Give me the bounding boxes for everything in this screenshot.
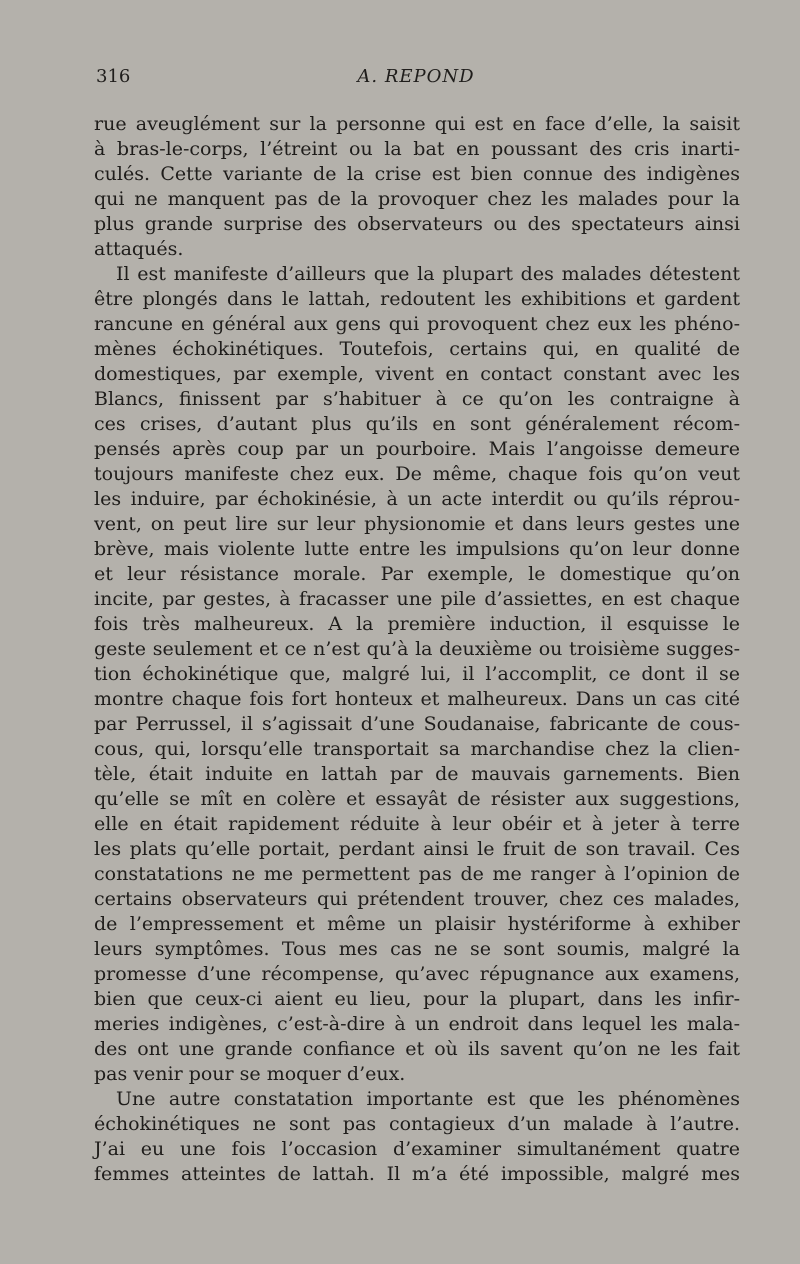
text-line: qui ne manquent pas de la provoquer chez les malades pour la bbox=[94, 188, 740, 210]
text-line: pas venir pour se moquer d’eux. bbox=[94, 1063, 406, 1085]
text-line: tion échokinétique que, malgré lui, il l’accomplit, ce dont il se bbox=[94, 663, 740, 685]
text-line: les induire, par échokinésie, à un acte interdit ou qu’ils réprou- bbox=[94, 488, 740, 510]
text-line: geste seulement et ce n’est qu’à la deuxième ou troisième sugges- bbox=[94, 638, 740, 660]
page-header bbox=[96, 66, 736, 96]
page-number: 316 bbox=[96, 66, 131, 87]
text-line: elle en était rapidement réduite à leur obéir et à jeter à terre bbox=[94, 813, 740, 835]
text-line: culés. Cette variante de la crise est bien connue des indigènes bbox=[94, 163, 740, 185]
text-line: J’ai eu une fois l’occasion d’examiner simultanément quatre bbox=[94, 1138, 740, 1160]
text-line: rue aveuglément sur la personne qui est en face d’elle, la saisit bbox=[94, 113, 740, 135]
text-line: qu’elle se mît en colère et essayât de résister aux suggestions, bbox=[94, 788, 740, 810]
text-line: toujours manifeste chez eux. De même, chaque fois qu’on veut bbox=[94, 463, 740, 485]
text-line: vent, on peut lire sur leur physionomie et dans leurs gestes une bbox=[94, 513, 740, 535]
text-line: Blancs, finissent par s’habituer à ce qu’on les contraigne à bbox=[94, 388, 740, 410]
text-line: tèle, était induite en lattah par de mauvais garnements. Bien bbox=[94, 763, 740, 785]
text-line: incite, par gestes, à fracasser une pile d’assiettes, en est chaque bbox=[94, 588, 740, 610]
text-line: fois très malheureux. A la première induction, il esquisse le bbox=[94, 613, 740, 635]
running-head: A. REPOND bbox=[357, 66, 475, 87]
text-line: de l’empressement et même un plaisir hystériforme à exhiber bbox=[94, 913, 740, 935]
text-line: femmes atteintes de lattah. Il m’a été impossible, malgré mes bbox=[94, 1163, 740, 1185]
text-line: meries indigènes, c’est-à-dire à un endroit dans lequel les mala- bbox=[94, 1013, 740, 1035]
text-line: leurs symptômes. Tous mes cas ne se sont soumis, malgré la bbox=[94, 938, 740, 960]
text-line: montre chaque fois fort honteux et malheureux. Dans un cas cité bbox=[94, 688, 740, 710]
text-line: brève, mais violente lutte entre les impulsions qu’on leur donne bbox=[94, 538, 740, 560]
text-line: échokinétiques ne sont pas contagieux d’un malade à l’autre. bbox=[94, 1113, 740, 1135]
text-line: cous, qui, lorsqu’elle transportait sa marchandise chez la clien- bbox=[94, 738, 740, 760]
text-line: Il est manifeste d’ailleurs que la plupart des malades détestent bbox=[116, 263, 740, 285]
text-line: mènes échokinétiques. Toutefois, certains qui, en qualité de bbox=[94, 338, 740, 360]
text-line: attaqués. bbox=[94, 238, 184, 260]
text-line: constatations ne me permettent pas de me ranger à l’opinion de bbox=[94, 863, 740, 885]
text-line: les plats qu’elle portait, perdant ainsi le fruit de son travail. Ces bbox=[94, 838, 740, 860]
text-line: rancune en général aux gens qui provoquent chez eux les phéno- bbox=[94, 313, 740, 335]
text-line: Une autre constatation importante est que les phénomènes bbox=[116, 1088, 740, 1110]
text-line: et leur résistance morale. Par exemple, le domestique qu’on bbox=[94, 563, 740, 585]
text-line: par Perrussel, il s’agissait d’une Soudanaise, fabricante de cous- bbox=[94, 713, 740, 735]
text-line: des ont une grande confiance et où ils savent qu’on ne les fait bbox=[94, 1038, 740, 1060]
text-line: ces crises, d’autant plus qu’ils en sont généralement récom- bbox=[94, 413, 740, 435]
text-line: promesse d’une récompense, qu’avec répugnance aux examens, bbox=[94, 963, 740, 985]
text-line: plus grande surprise des observateurs ou des spectateurs ainsi bbox=[94, 213, 740, 235]
text-line: être plongés dans le lattah, redoutent les exhibitions et gardent bbox=[94, 288, 740, 310]
text-line: certains observateurs qui prétendent trouver, chez ces malades, bbox=[94, 888, 740, 910]
text-line: bien que ceux-ci aient eu lieu, pour la plupart, dans les infir- bbox=[94, 988, 740, 1010]
text-line: pensés après coup par un pourboire. Mais l’angoisse demeure bbox=[94, 438, 740, 460]
text-line: domestiques, par exemple, vivent en contact constant avec les bbox=[94, 363, 740, 385]
text-line: à bras-le-corps, l’étreint ou la bat en poussant des cris inarti- bbox=[94, 138, 740, 160]
